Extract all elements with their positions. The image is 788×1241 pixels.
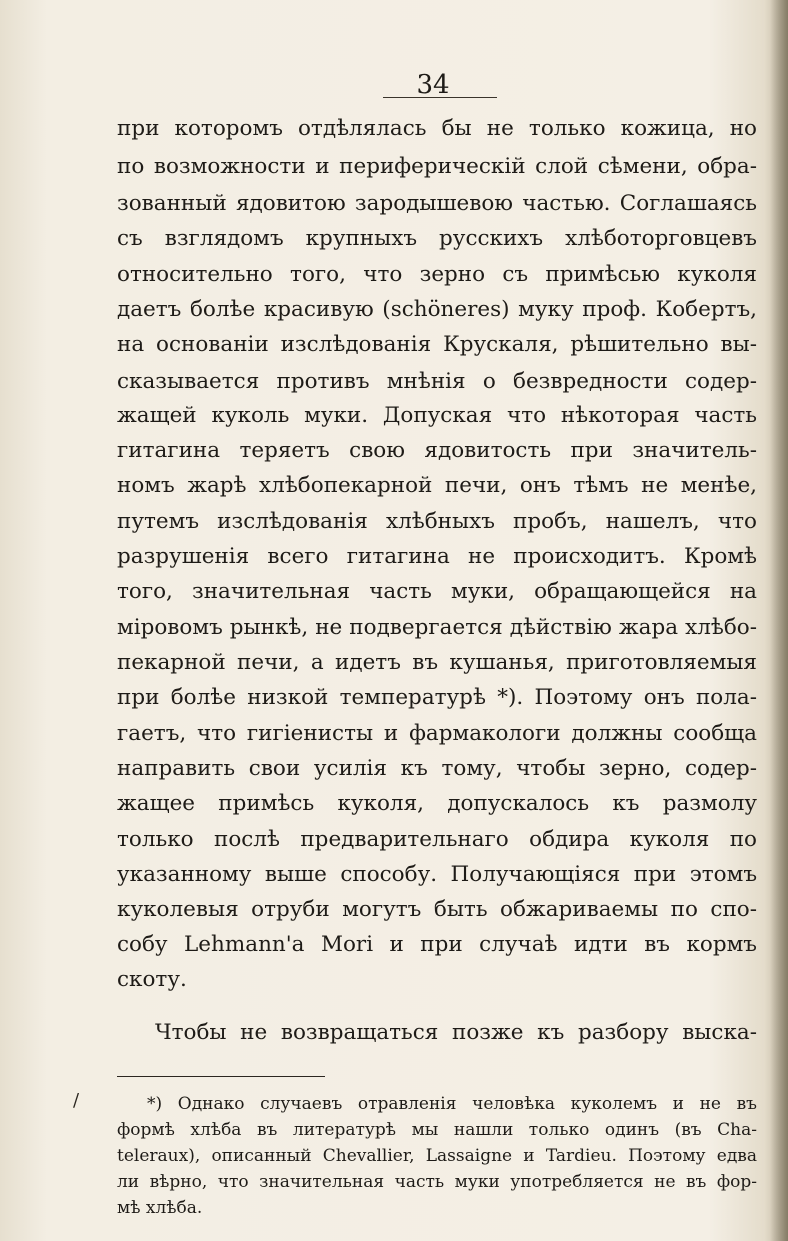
body-line: только послѣ предварительнаго обдира куколя по	[117, 827, 757, 852]
page-number: 34	[416, 70, 450, 100]
body-line: при которомъ отдѣлялась бы не только кожица, но	[117, 116, 757, 141]
body-line: относительно того, что зерно съ примѣсью куколя	[117, 262, 757, 287]
body-line: куколевыя отруби могутъ быть обжариваемы по спо-	[117, 897, 757, 922]
body-line: направить свои усилія къ тому, чтобы зерно, содер-	[117, 756, 757, 781]
footnote-line: мѣ хлѣба.	[117, 1198, 203, 1218]
margin-mark: /	[73, 1090, 80, 1111]
body-line: на основаніи изслѣдованія Крускаля, рѣшительно вы-	[117, 332, 757, 357]
page-edge-shadow	[770, 0, 788, 1241]
body-line: зованный ядовитою зародышевою частью. Соглашаясь	[117, 191, 757, 216]
footnote-line: *) Однако случаевъ отравленія человѣка куколемъ и не въ	[147, 1094, 757, 1114]
body-line: даетъ болѣе красивую (schöneres) муку проф. Кобертъ,	[117, 297, 757, 322]
body-line: гаетъ, что гигіенисты и фармакологи должны сообща	[117, 721, 757, 746]
body-line: путемъ изслѣдованія хлѣбныхъ пробъ, нашелъ, что	[117, 509, 757, 534]
footnote-line: формѣ хлѣба въ литературѣ мы нашли только одинъ (въ Cha-	[117, 1120, 757, 1140]
next-paragraph-line: Чтобы не возвращаться позже къ разбору выска-	[155, 1020, 757, 1045]
body-line: съ взглядомъ крупныхъ русскихъ хлѣботорговцевъ	[117, 226, 757, 251]
body-line: при болѣе низкой температурѣ *). Поэтому онъ пола-	[117, 685, 757, 710]
body-line: скоту.	[117, 967, 187, 992]
body-line: жащей куколь муки. Допуская что нѣкоторая часть	[117, 403, 757, 428]
body-line: жащее примѣсь куколя, допускалось къ размолу	[117, 791, 757, 816]
body-line: указанному выше способу. Получающіяся при этомъ	[117, 862, 757, 887]
body-line: міровомъ рынкѣ, не подвергается дѣйствію жара хлѣбо-	[117, 615, 757, 640]
footnote-rule	[117, 1076, 325, 1077]
body-line: гитагина теряетъ свою ядовитость при значитель-	[117, 438, 757, 463]
footnote-line: ли вѣрно, что значительная часть муки употребляется не въ фор-	[117, 1172, 757, 1192]
body-line: разрушенія всего гитагина не происходитъ. Кромѣ	[117, 544, 757, 569]
body-line: того, значительная часть муки, обращающейся на	[117, 579, 757, 604]
body-line: по возможности и периферическій слой сѣмени, обра-	[117, 154, 757, 179]
footnote-line: teleraux), описанный Chevallier, Lassaigne и Tardieu. Поэтому едва	[117, 1146, 757, 1166]
body-line: пекарной печи, а идетъ въ кушанья, приготовляемыя	[117, 650, 757, 675]
page-number-rule	[383, 97, 497, 98]
body-line: собу Lehmann'а Mori и при случаѣ идти въ кормъ	[117, 932, 757, 957]
body-line: сказывается противъ мнѣнія о безвредности содер-	[117, 369, 757, 394]
body-line: номъ жарѣ хлѣбопекарной печи, онъ тѣмъ не менѣе,	[117, 473, 757, 498]
